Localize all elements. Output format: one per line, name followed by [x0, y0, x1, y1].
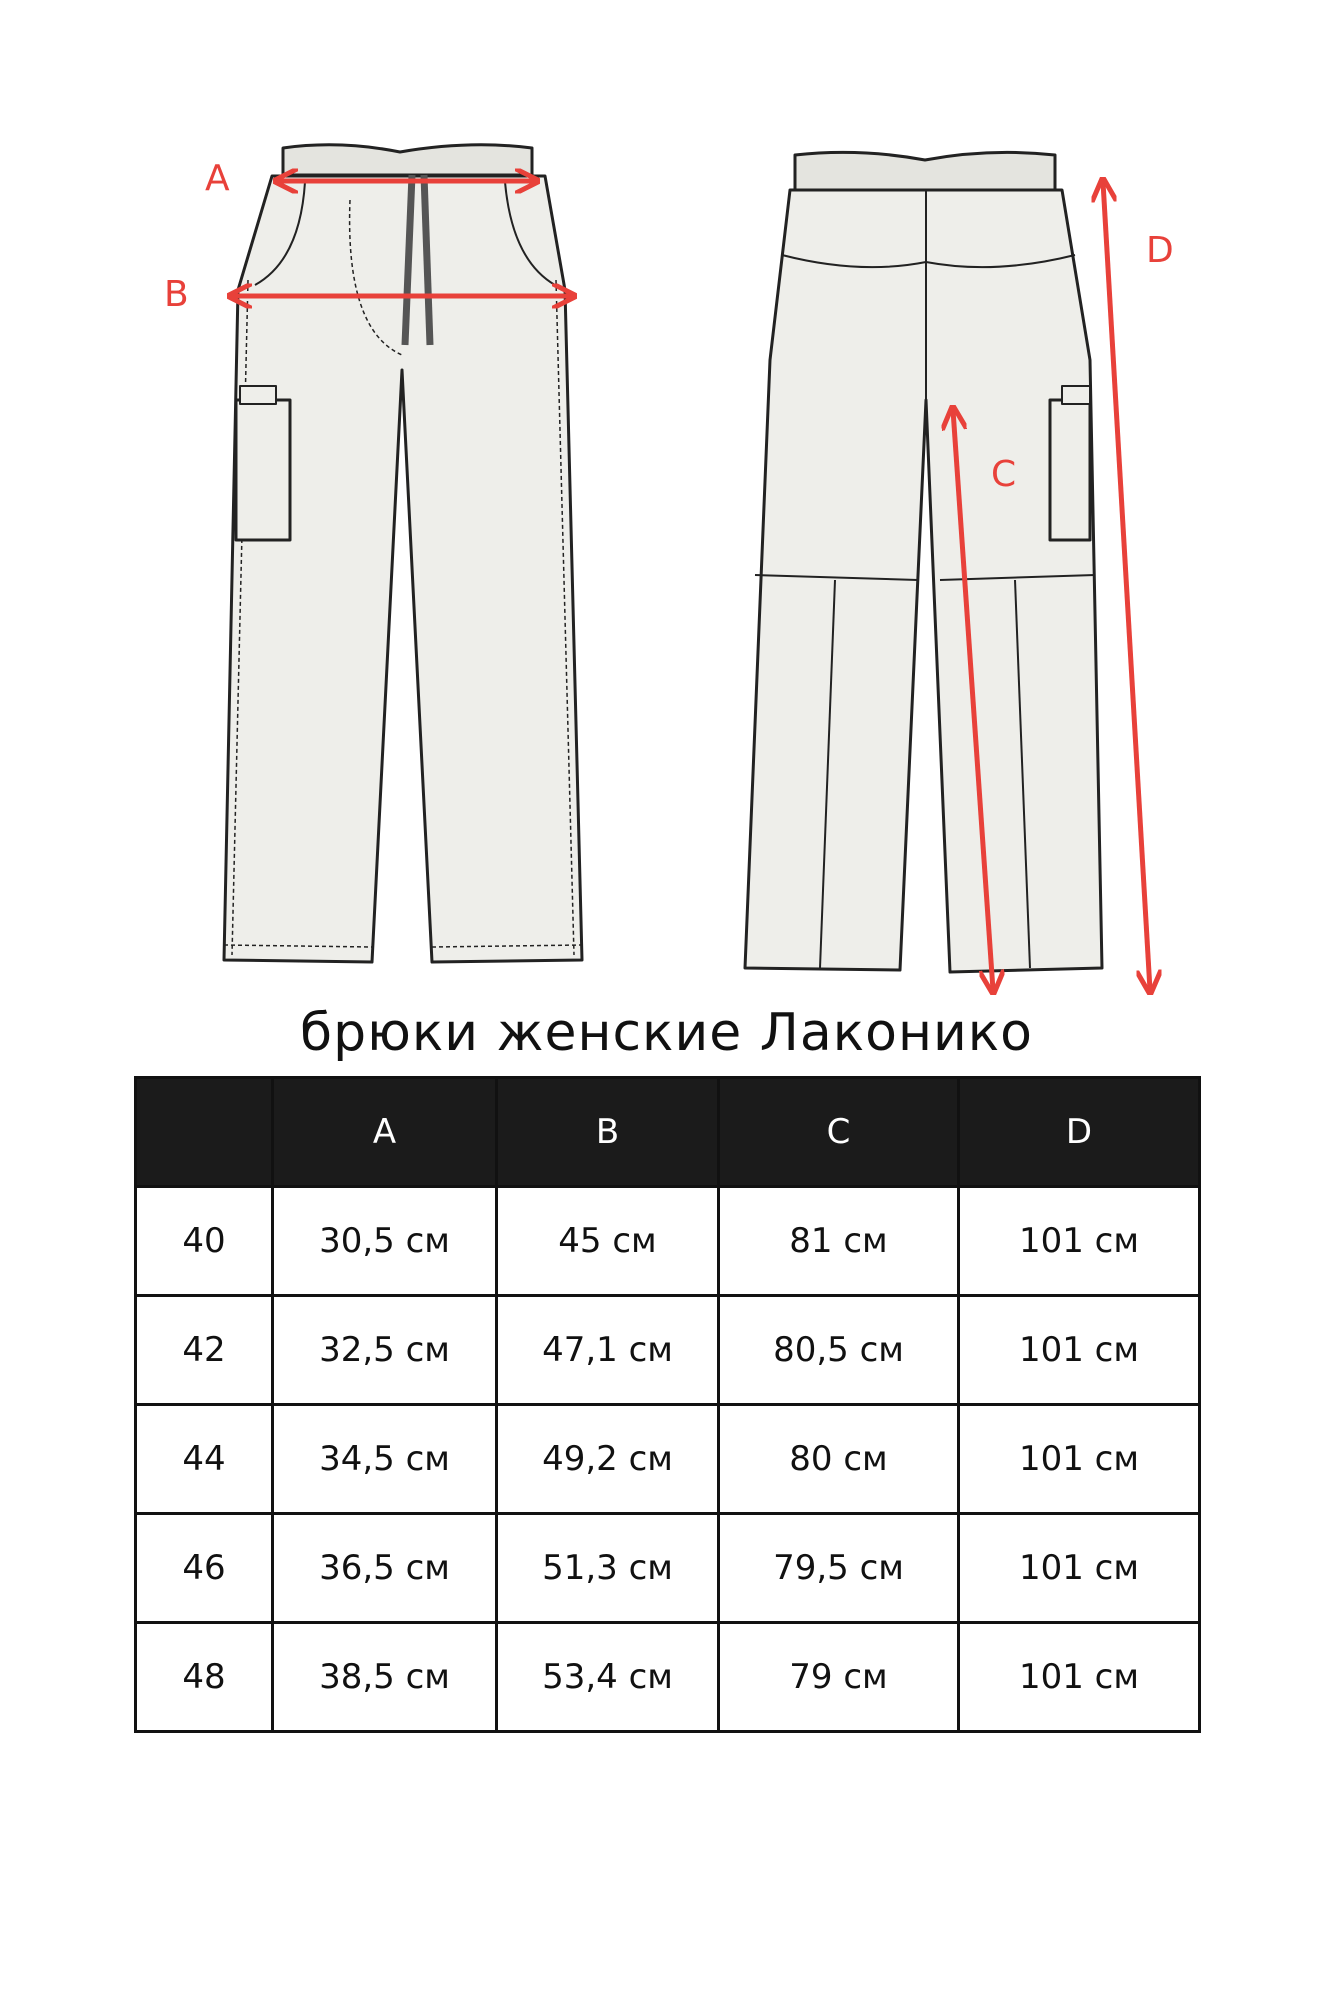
table-row: [136, 1405, 1200, 1514]
cell-a: 32,5 см: [273, 1296, 497, 1405]
header-a: A: [273, 1078, 497, 1187]
cell-c: 81 см: [719, 1187, 959, 1296]
header-size: [136, 1078, 273, 1187]
table-row: [136, 1296, 1200, 1405]
cell-size: 44: [136, 1405, 273, 1514]
cell-d: 101 см: [959, 1187, 1200, 1296]
measure-line-d: [1103, 182, 1150, 990]
cell-d: 101 см: [959, 1514, 1200, 1623]
label-c: C: [991, 454, 1017, 495]
cell-b: 49,2 см: [497, 1405, 719, 1514]
cell-d: 101 см: [959, 1405, 1200, 1514]
table-row: [136, 1514, 1200, 1623]
cell-a: 34,5 см: [273, 1405, 497, 1514]
label-a: A: [205, 158, 230, 199]
header-c: C: [719, 1078, 959, 1187]
cell-size: 40: [136, 1187, 273, 1296]
cell-c: 80 см: [719, 1405, 959, 1514]
cell-size: 42: [136, 1296, 273, 1405]
table-row: [136, 1623, 1200, 1732]
table-row: [136, 1187, 1200, 1296]
size-table: [134, 1076, 1201, 1733]
label-d: D: [1146, 230, 1174, 271]
cell-b: 47,1 см: [497, 1296, 719, 1405]
header-b: B: [497, 1078, 719, 1187]
cell-a: 30,5 см: [273, 1187, 497, 1296]
cell-size: 48: [136, 1623, 273, 1732]
cell-b: 51,3 см: [497, 1514, 719, 1623]
cell-d: 101 см: [959, 1296, 1200, 1405]
label-b: B: [164, 274, 189, 315]
cell-size: 46: [136, 1514, 273, 1623]
table-header-row: [136, 1078, 1200, 1187]
cell-d: 101 см: [959, 1623, 1200, 1732]
header-d: D: [959, 1078, 1200, 1187]
cell-a: 38,5 см: [273, 1623, 497, 1732]
cell-c: 79 см: [719, 1623, 959, 1732]
cell-b: 53,4 см: [497, 1623, 719, 1732]
cell-c: 79,5 см: [719, 1514, 959, 1623]
pants-back-view: [745, 152, 1102, 972]
cell-c: 80,5 см: [719, 1296, 959, 1405]
pants-front-view: [224, 145, 582, 962]
cell-b: 45 см: [497, 1187, 719, 1296]
page-title: брюки женские Лаконико: [300, 1003, 1033, 1063]
cell-a: 36,5 см: [273, 1514, 497, 1623]
